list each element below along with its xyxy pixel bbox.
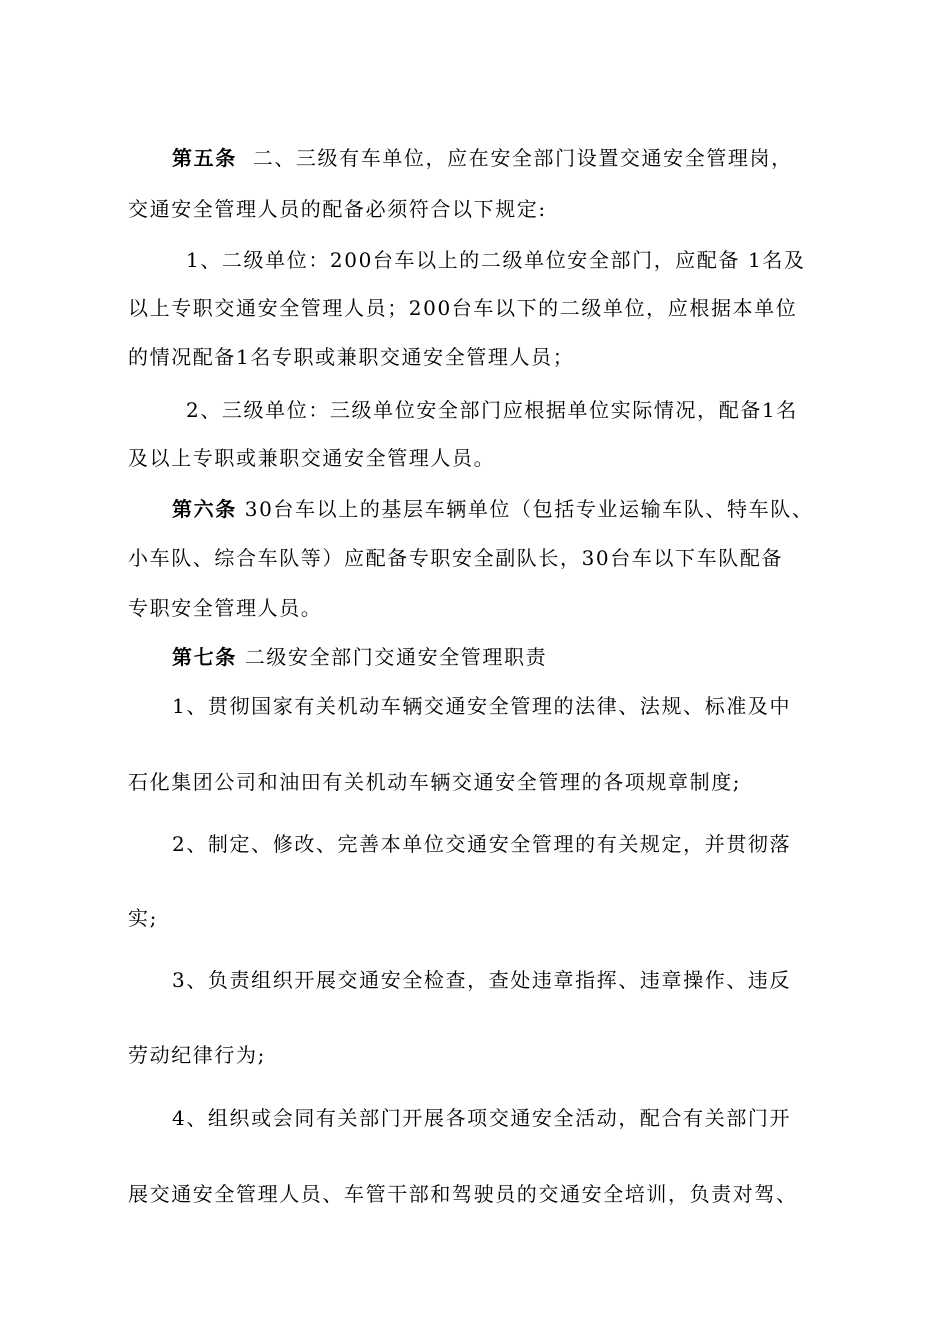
article-6-line-3: 专职安全管理人员。 <box>128 596 323 620</box>
article-5-heading: 第五条 <box>172 146 237 170</box>
article-6-line-2: 小车队、综合车队等）应配备专职安全副队长，30台车以下车队配备 <box>128 546 784 570</box>
article-5-line-2: 交通安全管理人员的配备必须符合以下规定: <box>128 197 547 221</box>
duty-4-line-2: 展交通安全管理人员、车管干部和驾驶员的交通安全培训，负责对驾、 <box>128 1182 798 1206</box>
article-7-title-text: 二级安全部门交通安全管理职责 <box>244 645 548 669</box>
article-6-text: 30台车以上的基层车辆单位（包括专业运输车队、特车队、 <box>244 497 814 521</box>
article-7-heading: 第七条 <box>172 645 237 669</box>
article-5-first-line <box>172 144 822 172</box>
article-5-item-2-line-2: 及以上专职或兼职交通安全管理人员。 <box>128 446 496 470</box>
duty-3-line-1: 3、负责组织开展交通安全检查，查处违章指挥、违章操作、违反 <box>172 968 792 992</box>
duty-2-line-2: 实; <box>128 906 158 930</box>
article-6-heading: 第六条 <box>172 497 237 521</box>
article-5-text: 二、三级有车单位，应在安全部门设置交通安全管理岗， <box>252 146 793 170</box>
duty-2-line-1: 2、制定、修改、完善本单位交通安全管理的有关规定，并贯彻落 <box>172 832 792 856</box>
duty-1-line-1: 1、贯彻国家有关机动车辆交通安全管理的法律、法规、标准及中 <box>172 694 792 718</box>
article-5-item-1-line-3: 的情况配备1名专职或兼职交通安全管理人员； <box>128 345 575 369</box>
article-5-item-2-line-1: 2、三级单位：三级单位安全部门应根据单位实际情况，配备1名 <box>186 398 798 422</box>
article-5-item-1-line-1: 1、二级单位：200台车以上的二级单位安全部门，应配备 1名及 <box>186 248 806 272</box>
article-6-first-line <box>172 495 834 523</box>
duty-4-line-1: 4、组织或会同有关部门开展各项交通安全活动，配合有关部门开 <box>172 1106 792 1130</box>
duty-1-line-2: 石化集团公司和油田有关机动车辆交通安全管理的各项规章制度; <box>128 770 742 794</box>
article-7-title <box>172 643 822 671</box>
duty-3-line-2: 劳动纪律行为; <box>128 1043 266 1067</box>
article-5-item-1-line-2: 以上专职交通安全管理人员；200台车以下的二级单位，应根据本单位 <box>128 296 798 320</box>
